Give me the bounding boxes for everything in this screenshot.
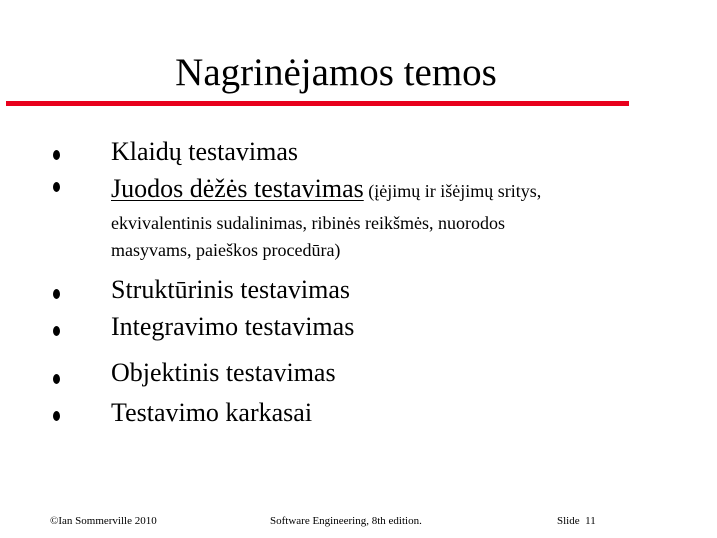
detail-line: masyvams, paieškos procedūra) [111, 240, 341, 260]
list-item [111, 174, 541, 206]
list-item [111, 137, 298, 167]
list-item-label: Struktūrinis testavimas [111, 275, 351, 304]
list-item [111, 398, 312, 428]
list-item [111, 275, 350, 305]
slide-title: Nagrinėjamos temos [175, 51, 497, 94]
footer-book-title: Software Engineering, 8th edition. [270, 515, 422, 527]
list-item-label: Juodos dėžės testavimas [111, 174, 364, 203]
bullet-dot-icon [53, 150, 60, 160]
list-item [111, 358, 336, 388]
bullet-dot-icon [53, 326, 60, 336]
list-item [111, 312, 354, 342]
list-item-label: Objektinis testavimas [111, 358, 336, 387]
footer-copyright: ©Ian Sommerville 2010 [50, 515, 157, 527]
list-item-detail: (įėjimų ir išėjimų sritys, [363, 181, 542, 201]
slide-number: 11 [585, 515, 596, 527]
list-item-label: Testavimo karkasai [111, 398, 313, 427]
bullet-dot-icon [53, 374, 60, 384]
detail-line: ekvivalentinis sudalinimas, ribinės reikšmės, nuorodos [111, 213, 505, 233]
bullet-dot-icon [53, 289, 60, 299]
title-underline-rule [6, 101, 629, 106]
slide-label: Slide [557, 515, 580, 527]
list-item-detail-continuation [111, 210, 505, 264]
bullet-dot-icon [53, 182, 60, 192]
bullet-dot-icon [53, 411, 60, 421]
footer-slide-number [557, 515, 596, 528]
list-item-label: Klaidų testavimas [111, 137, 299, 166]
list-item-label: Integravimo testavimas [111, 312, 355, 341]
